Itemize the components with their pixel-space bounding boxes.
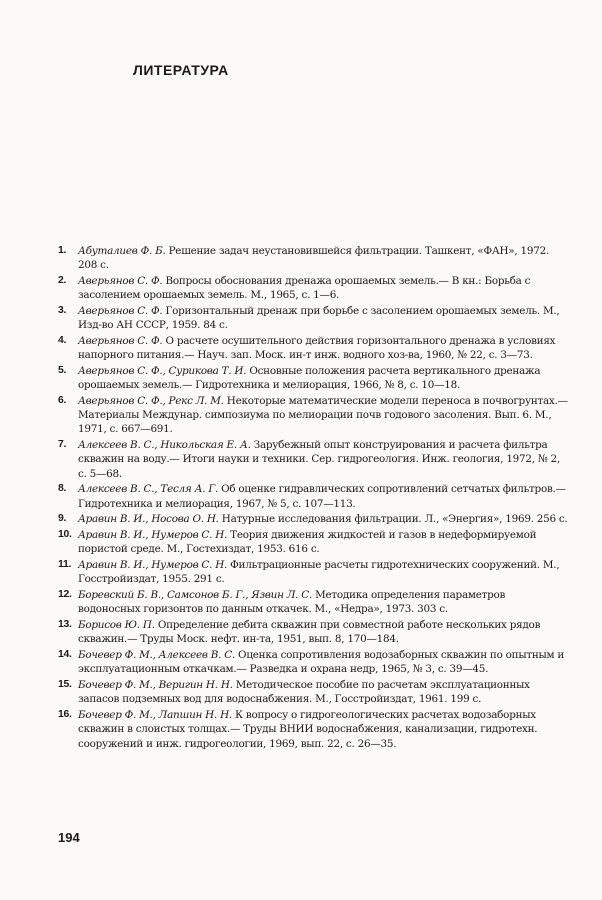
reference-item [58,648,570,676]
reference-text: Методическое пособие по расчетам эксплуатационных запасов подземных вод для водоснабжения. М., Госстройиздат, 1961. 199 с. [78,679,530,706]
reference-author: Аравин В. И., Нумеров С. Н. [78,559,228,572]
reference-text: Фильтрационные расчеты гидротехнических сооружений. М., Госстройиздат, 1955. 291 с. [78,559,560,586]
reference-author: Абуталиев Ф. Б. [78,245,166,257]
page-title: ЛИТЕРАТУРА [133,62,229,78]
reference-text: Решение задач неустановившейся фильтрации. Ташкент, «ФАН», 1972. 208 с. [78,245,549,272]
reference-author: Аверьянов С. Ф. [78,275,163,287]
reference-author: Бочевер Ф. М., Веригин Н. Н. [78,679,233,692]
reference-item [58,438,570,481]
reference-item [58,482,570,510]
reference-list [58,244,570,752]
reference-author: Аверьянов С. Ф., Рекс Л. М. [78,395,224,407]
reference-text: Об оценке гидравлических сопротивлений сетчатых фильтров.— Гидротехника и мелиорация, 1967, № 5, с. 107—113. [78,483,566,510]
reference-number: 15. [58,679,72,691]
reference-number: 8. [58,483,67,495]
reference-number: 7. [58,439,67,451]
reference-item [58,394,570,437]
reference-text: К вопросу о гидрогеологических расчетах водозаборных скважин в слоистых толщах.— Труды ВНИИ водоснабжения, канализации, гидротехн. сооружений и инж. гидрогеологии, 1969, вып. 22, с. 26—35. [78,709,538,750]
reference-author: Аверьянов С. Ф. [78,335,163,347]
reference-author: Аравин В. И., Носова О. Н. [78,513,219,526]
reference-number: 13. [58,619,72,631]
reference-author: Алексеев В. С., Никольская Е. А. [78,439,251,452]
reference-number: 10. [58,529,72,541]
reference-text: О расчете осушительного действия горизонтального дренажа в условиях напорного питания.— Науч. зап. Моск. ин-т инж. водного хоз-ва, 1960, № 22, с. 3—73. [78,335,556,362]
reference-text: Горизонтальный дренаж при борьбе с засолением орошаемых земель. М., Изд-во АН СССР, 1959. 84 с. [78,305,560,332]
reference-text: Оценка сопротивления водозаборных скважин по опытным и эксплуатационным откачкам.— Разведка и охрана недр, 1965, № 3, с. 39—45. [78,649,565,676]
reference-item [58,274,570,302]
reference-item [58,512,570,526]
reference-number: 11. [58,559,72,571]
reference-text: Определение дебита скважин при совместной работе нескольких рядов скважин.— Труды Моск. нефт. ин-та, 1951, вып. 8, 170—184. [78,619,541,646]
reference-item [58,334,570,362]
reference-number: 6. [58,395,67,406]
reference-number: 2. [58,275,67,286]
reference-author: Аверьянов С. Ф. [78,305,163,317]
reference-author: Аверьянов С. Ф., Сурикова Т. И. [78,365,247,377]
reference-item [58,558,570,586]
reference-number: 4. [58,335,67,346]
reference-author: Аравин В. И., Нумеров С. Н. [78,529,228,542]
page-number: 194 [58,830,80,845]
reference-text: Натурные исследования фильтрации. Л., «Энергия», 1969. 256 с. [218,513,568,526]
reference-item [58,618,570,646]
reference-author: Бочевер Ф. М., Лапшин Н. Н. [78,709,232,722]
reference-item [58,244,570,272]
reference-text: Зарубежный опыт конструирования и расчета фильтра скважин на воду.— Итоги науки и техники. Сер. гидрогеология. Инж. геология, 1972, № 2, с. 5—68. [78,439,560,480]
reference-author: Боревский Б. В., Самсонов Б. Г., Язвин Л. С. [78,589,313,602]
reference-item [58,364,570,392]
reference-author: Бочевер Ф. М., Алексеев В. С. [78,649,235,662]
reference-text: Вопросы обоснования дренажа орошаемых земель.— В кн.: Борьба с засолением орошаемых земель. М., 1965, с. 1—6. [78,275,531,302]
reference-item [58,708,570,751]
reference-text: Основные положения расчета вертикального дренажа орошаемых земель.— Гидротехника и мелиорация, 1966, № 8, с. 10—18. [78,365,541,392]
reference-number: 12. [58,589,72,601]
reference-number: 14. [58,649,72,661]
reference-item [58,678,570,706]
reference-item [58,304,570,332]
reference-text: Методика определения параметров водоносных горизонтов по данным откачек. М., «Недра», 1973. 303 с. [78,589,506,616]
reference-item [58,528,570,556]
reference-author: Борисов Ю. П. [78,619,155,632]
reference-number: 5. [58,365,67,376]
reference-author: Алексеев В. С., Тесля А. Г. [78,483,219,496]
reference-number: 9. [58,513,67,525]
reference-number: 16. [58,709,72,721]
reference-number: 1. [58,245,67,256]
reference-text: Некоторые математические модели переноса в почвогрунтах.— Материалы Междунар. симпозиума по мелиорации почв годового засоления. Вып. 6. М., 1971, с. 667—691. [78,395,568,436]
reference-item [58,588,570,616]
reference-number: 3. [58,305,67,316]
reference-text: Теория движения жидкостей и газов в недеформируемой пористой среде. М., Гостехиздат, 1953. 616 с. [78,529,537,556]
